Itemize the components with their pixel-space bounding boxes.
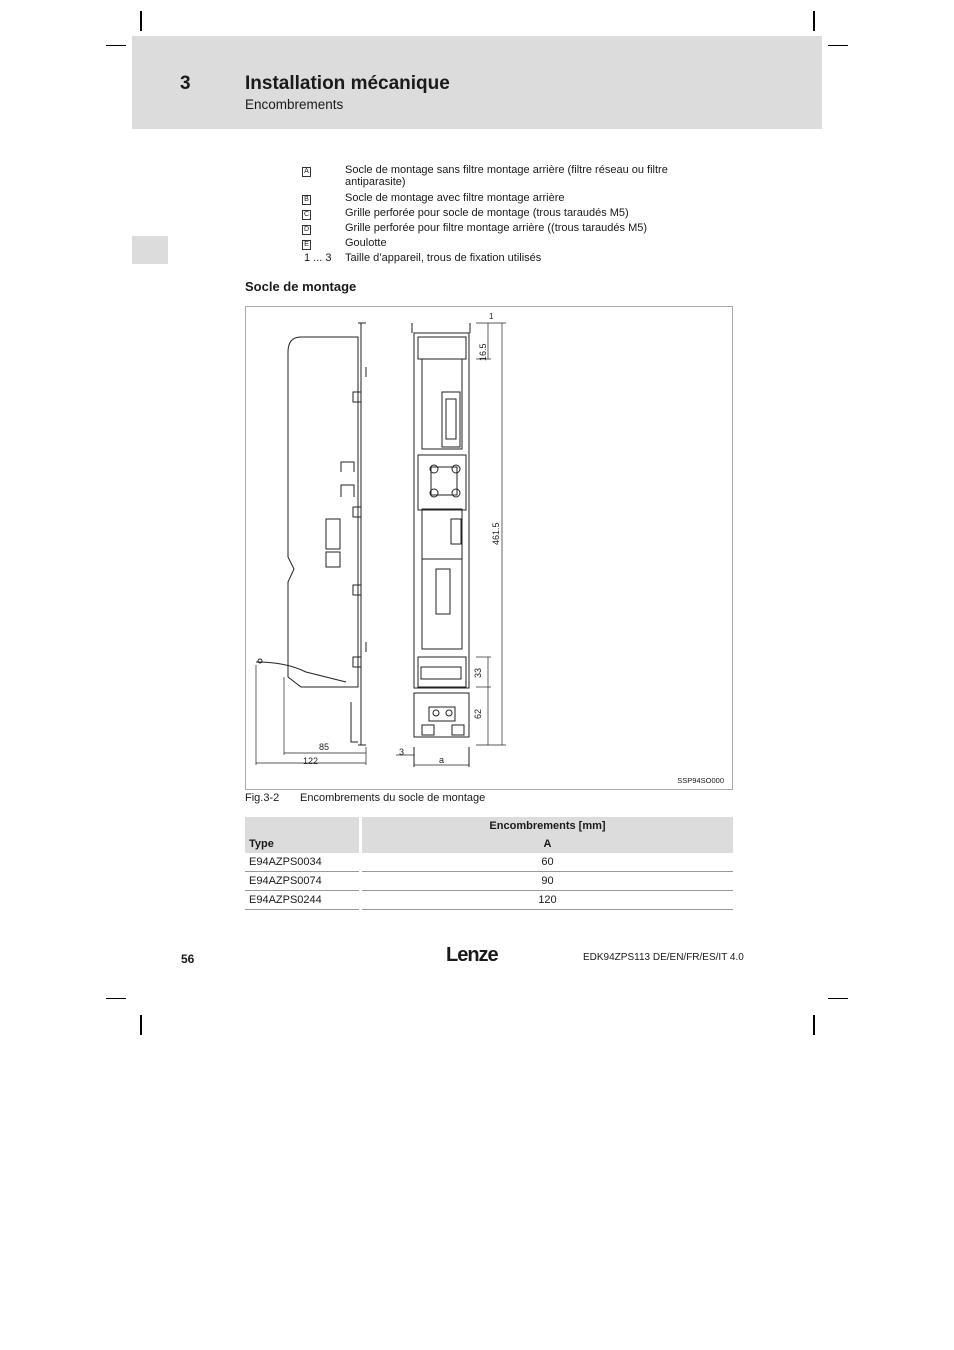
legend-text: Socle de montage sans filtre montage arrière (filtre réseau ou filtre antiparasite) — [345, 164, 668, 188]
crop-mark — [106, 45, 126, 46]
crop-mark — [828, 998, 848, 999]
lenze-logo: Lenze — [446, 944, 498, 966]
table-header-a: A — [361, 835, 734, 853]
legend-item — [300, 237, 720, 252]
dim-122: 122 — [303, 756, 319, 766]
table-row — [245, 853, 733, 872]
chapter-tab-marker — [132, 236, 168, 264]
crop-mark — [813, 11, 815, 31]
legend-item — [300, 222, 720, 237]
caption-text: Encombrements du socle de montage — [300, 792, 486, 804]
front-view — [412, 323, 470, 767]
legend-text: Taille d’appareil, trous de fixation utilisés — [345, 252, 542, 264]
figure-id: SSP94SO000 — [677, 776, 724, 785]
dim-461-5: 461.5 — [491, 522, 501, 545]
legend-item — [300, 164, 720, 188]
legend-item — [300, 207, 720, 222]
cell-type: E94AZPS0034 — [245, 853, 361, 872]
legend-text: Goulotte — [345, 237, 387, 249]
crop-mark — [828, 45, 848, 46]
chapter-header — [132, 36, 822, 129]
dim-33: 33 — [473, 667, 483, 678]
legend-text: Grille perforée pour socle de montage (trous taraudés M5) — [345, 207, 629, 219]
legend-key: C — [303, 211, 310, 218]
cell-type: E94AZPS0074 — [245, 872, 361, 891]
table-group-header: Encombrements [mm] — [361, 817, 734, 835]
mounting-base-drawing — [246, 307, 732, 789]
dim-62: 62 — [473, 708, 483, 719]
legend-text: Socle de montage avec filtre montage arrière — [345, 192, 565, 204]
legend-key: 1 ... 3 — [304, 252, 332, 264]
crop-mark — [106, 998, 126, 999]
section-title: Socle de montage — [245, 279, 357, 294]
caption-label: Fig.3-2 — [245, 792, 280, 804]
figure-legend — [300, 164, 720, 267]
cell-a: 60 — [361, 853, 734, 872]
crop-mark — [140, 1015, 142, 1035]
figure-caption — [245, 792, 485, 804]
legend-key: E — [302, 240, 311, 250]
legend-item — [300, 192, 720, 207]
section-subtitle: Encombrements — [245, 97, 344, 112]
legend-item — [300, 252, 720, 267]
dim-85: 85 — [319, 742, 330, 752]
dimensions-table — [245, 817, 733, 910]
cell-a: 90 — [361, 872, 734, 891]
chapter-number: 3 — [180, 73, 191, 94]
dim-3: 3 — [399, 747, 405, 757]
legend-key: D — [303, 226, 310, 233]
cell-a: 120 — [361, 891, 734, 910]
legend-key: B — [302, 195, 311, 205]
crop-mark — [140, 11, 142, 31]
table-row — [245, 891, 733, 910]
crop-mark — [813, 1015, 815, 1035]
legend-key: A — [302, 167, 311, 177]
table-header-type: Type — [245, 835, 361, 853]
table-header-blank — [245, 817, 361, 835]
document-reference: EDK94ZPS113 DE/EN/FR/ES/IT 4.0 — [583, 952, 744, 963]
chapter-title: Installation mécanique — [245, 73, 450, 94]
technical-drawing — [245, 306, 733, 790]
legend-text: Grille perforée pour filtre montage arrière ((trous taraudés M5) — [345, 222, 648, 234]
page-number: 56 — [181, 952, 195, 966]
table-row — [245, 872, 733, 891]
dim-16-5: 16.5 — [478, 343, 488, 361]
cell-type: E94AZPS0244 — [245, 891, 361, 910]
side-dimensions — [256, 665, 366, 765]
side-view — [256, 323, 366, 745]
dim-a: a — [439, 755, 445, 765]
dim-1: 1 — [489, 312, 494, 321]
